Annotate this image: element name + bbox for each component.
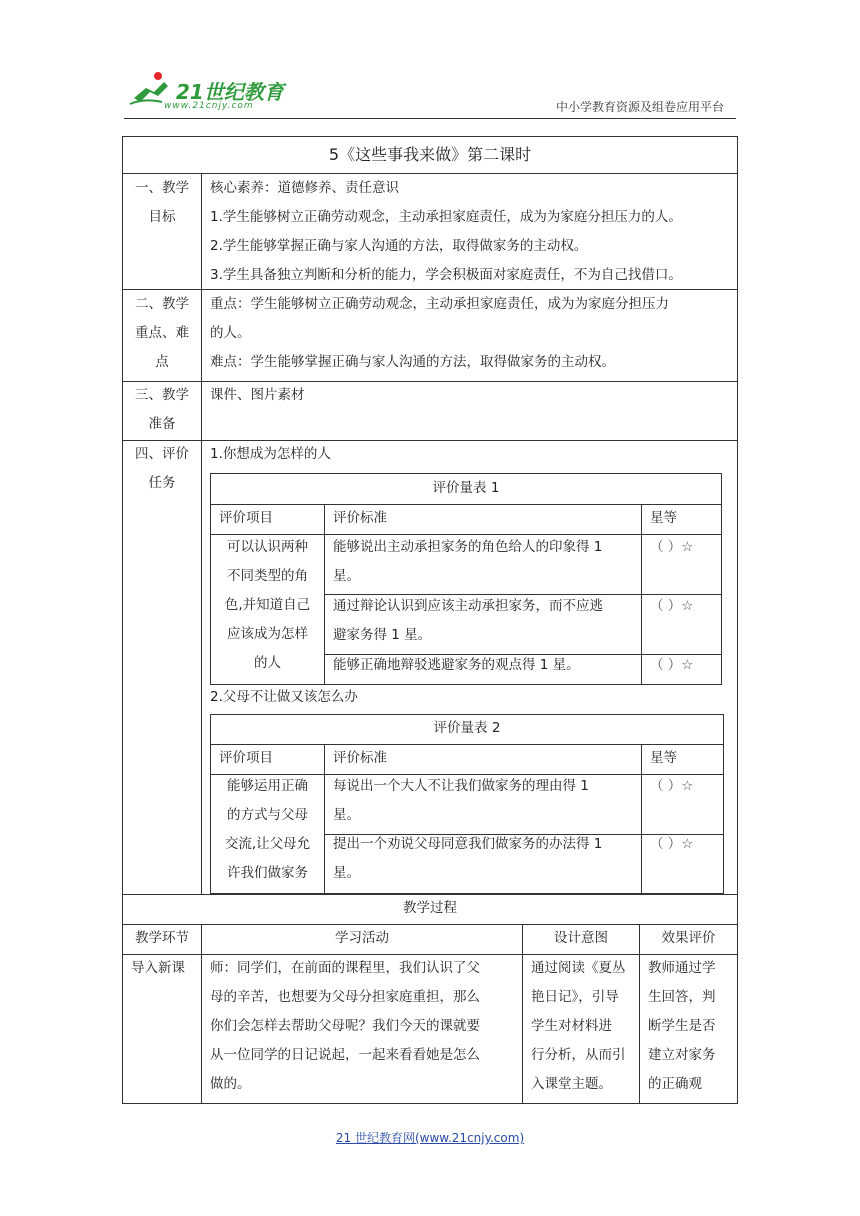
platform-name: 中小学教育资源及组卷应用平台: [555, 100, 724, 114]
activity-line: 你们会怎样去帮助父母呢？我们今天的课就要: [210, 1018, 480, 1034]
col-header: 星等: [650, 750, 677, 766]
rubric-item-line: 的人: [254, 655, 281, 671]
eval-label-2: 任务: [148, 475, 176, 491]
process-title: 教学过程: [403, 900, 457, 916]
prep-content: 课件、图片素材: [210, 387, 305, 403]
goals-label: 一、教学: [135, 180, 189, 196]
eval-task-1: 1.你想成为怎样的人: [210, 446, 331, 462]
effect-line: 的正确观: [648, 1076, 702, 1092]
eval-task-2: 2.父母不让做又该怎么办: [210, 689, 358, 705]
goals-line: 2.学生能够掌握正确与家人沟通的方法，取得做家务的主动权。: [210, 238, 588, 254]
header-divider: [124, 118, 736, 119]
process-stage: 导入新课: [131, 960, 185, 976]
key-point-line: 重点：学生能够树立正确劳动观念，主动承担家庭责任，成为为家庭分担压力: [210, 296, 669, 312]
eval-label-cell: [122, 440, 202, 895]
activity-line: 师：同学们，在前面的课程里，我们认识了父: [210, 960, 480, 976]
col-header: 设计意图: [554, 930, 608, 946]
rubric-criterion: 提出一个劝说父母同意我们做家务的办法得 1: [333, 836, 603, 852]
star-rating: （ ）☆: [650, 778, 694, 794]
difficult-point-line: 难点：学生能够掌握正确与家人沟通的方法，取得做家务的主动权。: [210, 354, 615, 370]
effect-line: 建立对家务: [648, 1047, 716, 1063]
design-line: 行分析，从而引: [531, 1047, 626, 1063]
prep-label-2: 准备: [148, 416, 176, 432]
col-header: 评价项目: [219, 750, 273, 766]
col-header: 星等: [650, 510, 677, 526]
rubric-item-line: 许我们做家务: [227, 865, 308, 881]
eval-label: 四、评价: [135, 446, 189, 462]
goals-line: 核心素养：道德修养、责任意识: [210, 180, 399, 196]
rubric-item-line: 色,并知道自己: [224, 597, 311, 613]
rubric-criterion: 能够说出主动承担家务的角色给人的印象得 1: [333, 539, 603, 555]
goals-line: 1.学生能够树立正确劳动观念，主动承担家庭责任，成为为家庭分担压力的人。: [210, 209, 682, 225]
rubric-criterion: 避家务得 1 星。: [333, 627, 432, 643]
rubric-criterion: 通过辩论认识到应该主动承担家务，而不应逃: [333, 598, 603, 614]
design-line: 入课堂主题。: [531, 1076, 612, 1092]
key-point-line: 的人。: [210, 325, 251, 341]
rubric-1-title: 评价量表 1: [432, 480, 500, 496]
col-header: 教学环节: [135, 930, 189, 946]
rubric-criterion: 每说出一个大人不让我们做家务的理由得 1: [333, 778, 589, 794]
col-header: 效果评价: [661, 930, 716, 946]
goals-label-2: 目标: [148, 209, 176, 225]
footer-link[interactable]: 21 世纪教育网(www.21cnjy.com): [335, 1131, 525, 1145]
rubric-item-line: 应该成为怎样: [227, 626, 308, 642]
effect-line: 断学生是否: [648, 1018, 716, 1034]
star-rating: （ ）☆: [650, 598, 694, 614]
col-header: 评价项目: [219, 510, 273, 526]
design-line: 通过阅读《夏丛: [531, 960, 626, 976]
rubric-criterion: 能够正确地辩驳逃避家务的观点得 1 星。: [333, 657, 580, 673]
star-rating: （ ）☆: [650, 657, 694, 673]
effect-line: 教师通过学: [648, 960, 716, 976]
rubric-item-line: 不同类型的角: [227, 568, 308, 584]
rubric-criterion: 星。: [333, 568, 360, 584]
logo-text: 21世纪教育: [176, 80, 284, 104]
rubric-criterion: 星。: [333, 807, 360, 823]
rubric-item-line: 交流,让父母允: [224, 836, 311, 852]
logo-url: www.21cnjy.com: [164, 101, 254, 111]
star-rating: （ ）☆: [650, 539, 694, 555]
col-header: 评价标准: [333, 750, 387, 766]
rubric-2-title: 评价量表 2: [433, 720, 501, 736]
activity-line: 从一位同学的日记说起，一起来看看她是怎么: [210, 1047, 480, 1063]
rubric-item-line: 的方式与父母: [227, 807, 308, 823]
star-rating: （ ）☆: [650, 836, 694, 852]
key-label-2: 重点、难: [135, 325, 189, 341]
page-title: 5《这些事我来做》第二课时: [328, 145, 532, 164]
col-header: 学习活动: [335, 930, 389, 946]
rubric-item-line: 可以认识两种: [227, 539, 308, 555]
key-label-3: 点: [155, 354, 169, 370]
col-header: 评价标准: [333, 510, 387, 526]
activity-line: 母的辛苦，也想要为父母分担家庭重担，那么: [210, 989, 480, 1005]
activity-line: 做的。: [210, 1076, 251, 1092]
prep-label: 三、教学: [135, 387, 189, 403]
rubric-criterion: 星。: [333, 865, 360, 881]
effect-line: 生回答，判: [648, 989, 716, 1005]
rubric-item-line: 能够运用正确: [227, 778, 308, 794]
site-logo: [124, 68, 294, 112]
goals-line: 3.学生具备独立判断和分析的能力，学会积极面对家庭责任，不为自己找借口。: [210, 267, 682, 283]
key-label: 二、教学: [135, 296, 189, 312]
design-line: 学生对材料进: [531, 1018, 612, 1034]
design-line: 艳日记》，引导: [531, 989, 619, 1005]
